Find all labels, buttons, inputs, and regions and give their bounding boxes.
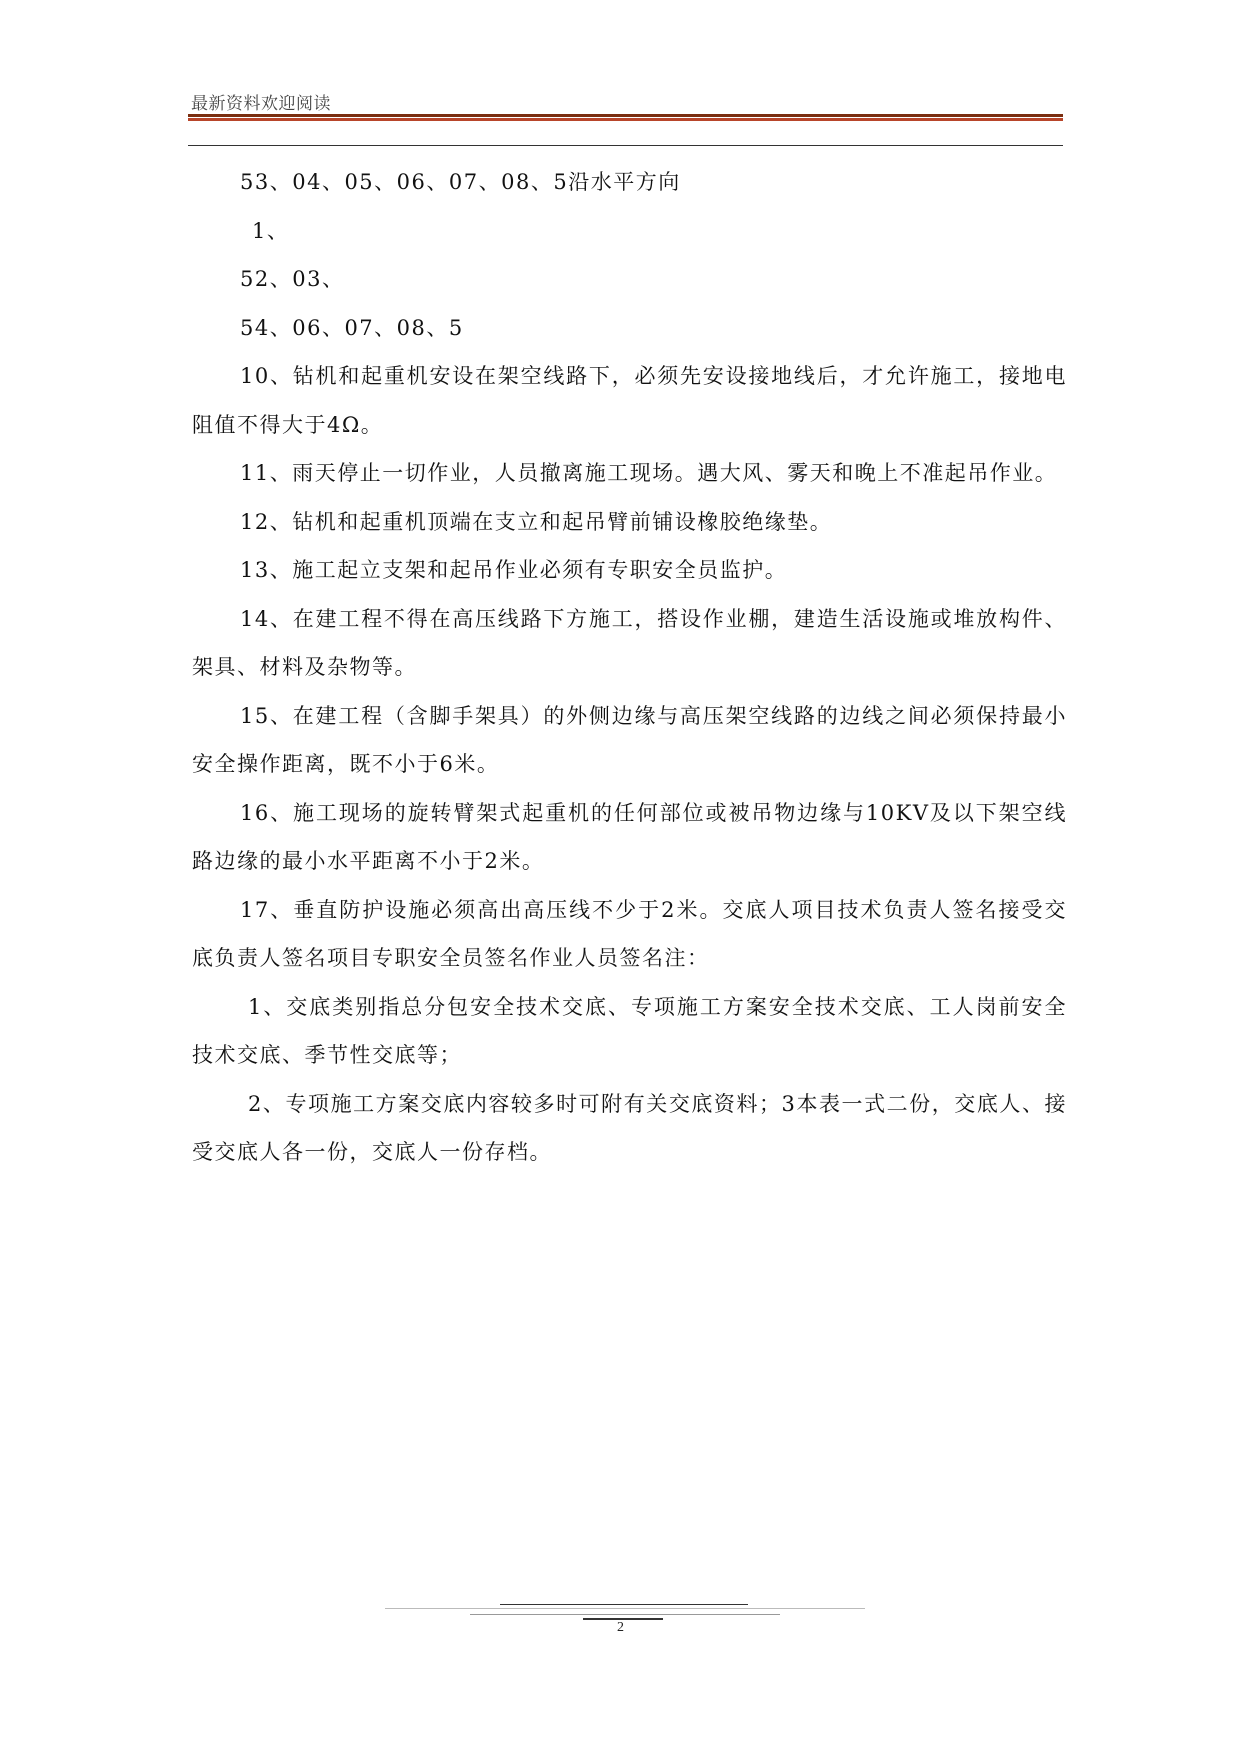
paragraph-6: 11、雨天停止一切作业，人员撤离施工现场。遇大风、雾天和晚上不准起吊作业。 [240, 461, 1058, 485]
paragraph-8: 13、施工起立支架和起吊作业必须有专职安全员监护。 [240, 558, 788, 582]
header-rule-thin [188, 145, 1063, 146]
document-body [192, 158, 1067, 1177]
paragraph-13: 1、交底类别指总分包安全技术交底、专项施工方案安全技术交底、工人岗前安全技术交底、季节性交底等； [192, 994, 1067, 1067]
footer-rule [385, 1608, 865, 1609]
paragraph-10: 15、在建工程（含脚手架具）的外侧边缘与高压架空线路的边线之间必须保持最小安全操作距离，既不小于6米。 [192, 703, 1067, 776]
paragraph-2: 1、 [252, 218, 290, 243]
header-rule-accent [188, 118, 1063, 121]
paragraph-14: 2、专项施工方案交底内容较多时可附有关交底资料；3本表一式二份，交底人、接受交底人各一份，交底人一份存档。 [192, 1091, 1067, 1164]
header-rule-thick [188, 114, 1063, 117]
paragraph-12: 17、垂直防护设施必须高出高压线不少于2米。交底人项目技术负责人签名接受交底负责人签名项目专职安全员签名作业人员签名注： [192, 897, 1067, 970]
paragraph-7: 12、钻机和起重机顶端在支立和起吊臂前铺设橡胶绝缘垫。 [240, 509, 833, 534]
paragraph-5: 10、钻机和起重机安设在架空线路下，必须先安设接地线后，才允许施工，接地电阻值不得大于4Ω。 [192, 364, 1067, 437]
footer-rule-dark [500, 1604, 748, 1605]
paragraph-9: 14、在建工程不得在高压线路下方施工，搭设作业棚，建造生活设施或堆放构件、架具、材料及杂物等。 [192, 606, 1067, 679]
paragraph-1: 53、04、05、06、07、08、5沿水平方向 [240, 170, 681, 194]
paragraph-3: 52、03、 [240, 267, 345, 291]
paragraph-11: 16、施工现场的旋转臂架式起重机的任何部位或被吊物边缘与10KV及以下架空线路边缘的最小水平距离不小于2米。 [192, 800, 1067, 873]
page-number: 2 [617, 1620, 624, 1635]
paragraph-4: 54、06、07、08、5 [240, 315, 464, 340]
page-header-text: 最新资料欢迎阅读 [191, 94, 331, 114]
footer-rule-light [470, 1614, 780, 1615]
